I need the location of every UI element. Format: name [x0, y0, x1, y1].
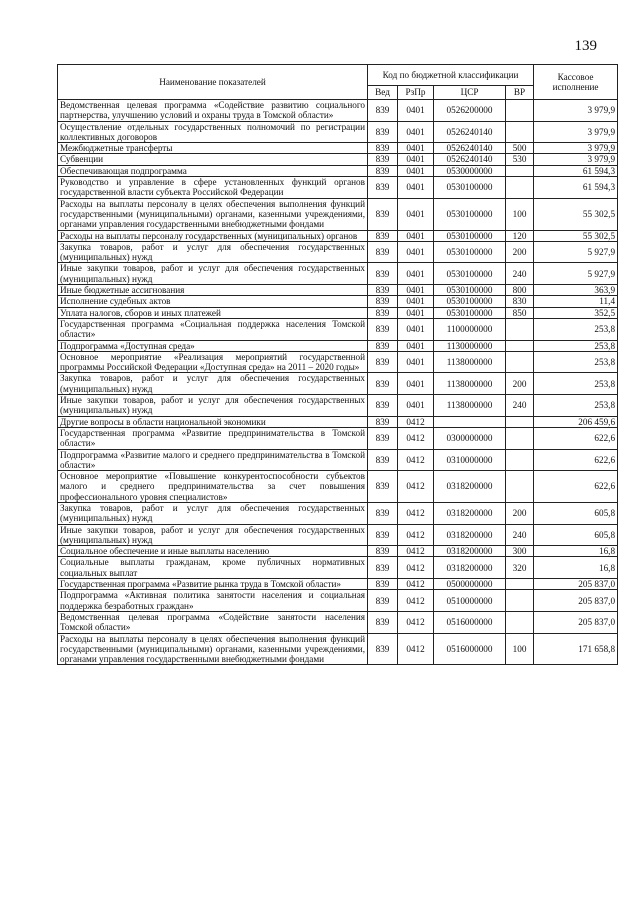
cell-name: Закупка товаров, работ и услуг для обеспечения государственных (муниципальных) нужд — [58, 502, 368, 524]
cell-name: Основное мероприятие «Повышение конкурентоспособности субъектов малого и среднего предпринимательства за счет повышения профессионального уровня специалистов» — [58, 471, 368, 503]
cell-rzpr: 0401 — [398, 285, 434, 296]
cell-rzpr: 0412 — [398, 633, 434, 665]
cell-name: Ведомственная целевая программа «Содействие занятости населения Томской области» — [58, 611, 368, 633]
cell-vr: 320 — [506, 557, 534, 579]
table-row — [58, 230, 618, 241]
cell-rzpr: 0412 — [398, 557, 434, 579]
cell-rzpr: 0401 — [398, 241, 434, 263]
table-row — [58, 579, 618, 590]
header-csr: ЦСР — [434, 86, 506, 100]
cell-csr: 0526240140 — [434, 121, 506, 143]
cell-amount: 61 594,3 — [534, 165, 618, 176]
cell-vr: 120 — [506, 230, 534, 241]
cell-vr — [506, 177, 534, 199]
table-row — [58, 590, 618, 612]
cell-amount: 3 979,9 — [534, 100, 618, 122]
cell-ved: 839 — [368, 471, 398, 503]
cell-ved: 839 — [368, 263, 398, 285]
cell-rzpr: 0412 — [398, 502, 434, 524]
cell-amount: 11,4 — [534, 296, 618, 307]
table-row — [58, 318, 618, 340]
cell-ved: 839 — [368, 165, 398, 176]
cell-amount: 363,9 — [534, 285, 618, 296]
cell-vr — [506, 590, 534, 612]
cell-ved: 839 — [368, 198, 398, 230]
cell-rzpr: 0412 — [398, 471, 434, 503]
cell-vr — [506, 165, 534, 176]
table-row — [58, 241, 618, 263]
cell-rzpr: 0401 — [398, 296, 434, 307]
cell-amount: 253,8 — [534, 340, 618, 351]
cell-rzpr: 0401 — [398, 143, 434, 154]
cell-name: Уплата налогов, сборов и иных платежей — [58, 307, 368, 318]
cell-csr: 1138000000 — [434, 351, 506, 373]
page-number: 139 — [574, 38, 597, 54]
cell-name: Государственная программа «Развитие предпринимательства в Томской области» — [58, 427, 368, 449]
cell-amount: 622,6 — [534, 471, 618, 503]
cell-rzpr: 0401 — [398, 177, 434, 199]
cell-csr: 0318200000 — [434, 557, 506, 579]
table-row — [58, 143, 618, 154]
table-row — [58, 154, 618, 165]
cell-vr — [506, 449, 534, 471]
cell-name: Подпрограмма «Активная политика занятости населения и социальная поддержка безработных граждан» — [58, 590, 368, 612]
cell-amount: 5 927,9 — [534, 263, 618, 285]
cell-rzpr: 0412 — [398, 611, 434, 633]
cell-vr — [506, 121, 534, 143]
cell-name: Обеспечивающая подпрограмма — [58, 165, 368, 176]
cell-rzpr: 0401 — [398, 340, 434, 351]
cell-amount: 253,8 — [534, 395, 618, 417]
cell-csr: 0310000000 — [434, 449, 506, 471]
cell-vr: 850 — [506, 307, 534, 318]
table-row — [58, 165, 618, 176]
cell-rzpr: 0412 — [398, 546, 434, 557]
cell-vr — [506, 318, 534, 340]
header-amount: Кассовое исполнение — [534, 65, 618, 100]
cell-rzpr: 0412 — [398, 427, 434, 449]
cell-rzpr: 0401 — [398, 100, 434, 122]
cell-amount: 16,8 — [534, 557, 618, 579]
cell-ved: 839 — [368, 546, 398, 557]
cell-vr: 300 — [506, 546, 534, 557]
cell-vr: 200 — [506, 241, 534, 263]
cell-vr — [506, 427, 534, 449]
cell-ved: 839 — [368, 611, 398, 633]
cell-rzpr: 0401 — [398, 230, 434, 241]
cell-name: Расходы на выплаты персоналу в целях обеспечения выполнения функций государственными (муниципальными) органами, казенными учреждениями, органами управления государственными внебюджетными фондами — [58, 198, 368, 230]
cell-rzpr: 0412 — [398, 579, 434, 590]
cell-rzpr: 0401 — [398, 395, 434, 417]
cell-csr: 0530100000 — [434, 198, 506, 230]
table-row — [58, 351, 618, 373]
cell-csr: 1130000000 — [434, 340, 506, 351]
table-row — [58, 177, 618, 199]
cell-name: Иные бюджетные ассигнования — [58, 285, 368, 296]
header-name: Наименование показателей — [58, 65, 368, 100]
cell-csr: 1138000000 — [434, 373, 506, 395]
cell-csr: 1138000000 — [434, 395, 506, 417]
cell-rzpr: 0412 — [398, 449, 434, 471]
cell-csr: 0510000000 — [434, 590, 506, 612]
cell-vr — [506, 100, 534, 122]
cell-ved: 839 — [368, 590, 398, 612]
cell-csr: 0530100000 — [434, 307, 506, 318]
cell-csr: 0530100000 — [434, 230, 506, 241]
cell-vr: 800 — [506, 285, 534, 296]
cell-csr: 0530100000 — [434, 285, 506, 296]
cell-ved: 839 — [368, 318, 398, 340]
cell-name: Иные закупки товаров, работ и услуг для обеспечения государственных (муниципальных) нужд — [58, 263, 368, 285]
cell-name: Осуществление отдельных государственных полномочий по регистрации коллективных договоров — [58, 121, 368, 143]
cell-csr: 0526200000 — [434, 100, 506, 122]
table-row — [58, 524, 618, 546]
cell-amount: 253,8 — [534, 318, 618, 340]
header-vr: ВР — [506, 86, 534, 100]
header-rzpr: РзПр — [398, 86, 434, 100]
cell-vr: 100 — [506, 633, 534, 665]
cell-vr: 200 — [506, 373, 534, 395]
cell-name: Социальные выплаты гражданам, кроме публичных нормативных социальных выплат — [58, 557, 368, 579]
cell-amount: 622,6 — [534, 449, 618, 471]
cell-vr: 240 — [506, 395, 534, 417]
cell-csr: 0530100000 — [434, 177, 506, 199]
cell-csr: 0318200000 — [434, 546, 506, 557]
cell-csr: 0318200000 — [434, 502, 506, 524]
cell-vr: 240 — [506, 263, 534, 285]
cell-ved: 839 — [368, 633, 398, 665]
cell-csr: 0500000000 — [434, 579, 506, 590]
cell-ved: 839 — [368, 340, 398, 351]
cell-name: Другие вопросы в области национальной экономики — [58, 416, 368, 427]
table-row — [58, 546, 618, 557]
cell-rzpr: 0401 — [398, 263, 434, 285]
cell-vr: 100 — [506, 198, 534, 230]
cell-ved: 839 — [368, 307, 398, 318]
cell-rzpr: 0401 — [398, 373, 434, 395]
cell-rzpr: 0412 — [398, 590, 434, 612]
cell-name: Иные закупки товаров, работ и услуг для обеспечения государственных (муниципальных) нужд — [58, 524, 368, 546]
cell-csr: 0530100000 — [434, 241, 506, 263]
budget-table — [57, 64, 618, 665]
cell-amount: 55 302,5 — [534, 230, 618, 241]
cell-name: Закупка товаров, работ и услуг для обеспечения государственных (муниципальных) нужд — [58, 373, 368, 395]
cell-amount: 5 927,9 — [534, 241, 618, 263]
cell-name: Исполнение судебных актов — [58, 296, 368, 307]
table-row — [58, 307, 618, 318]
cell-vr — [506, 351, 534, 373]
cell-name: Субвенции — [58, 154, 368, 165]
cell-amount: 253,8 — [534, 373, 618, 395]
cell-ved: 839 — [368, 230, 398, 241]
cell-vr — [506, 611, 534, 633]
cell-name: Расходы на выплаты персоналу в целях обеспечения выполнения функций государственными (муниципальными) органами, казенными учреждениями, органами управления государственными внебюджетными фондами — [58, 633, 368, 665]
cell-name: Руководство и управление в сфере установленных функций органов государственной власти субъекта Российской Федерации — [58, 177, 368, 199]
table-row — [58, 427, 618, 449]
cell-rzpr: 0401 — [398, 307, 434, 318]
cell-ved: 839 — [368, 557, 398, 579]
cell-amount: 55 302,5 — [534, 198, 618, 230]
table-row — [58, 611, 618, 633]
table-row — [58, 373, 618, 395]
cell-amount: 3 979,9 — [534, 121, 618, 143]
cell-amount: 171 658,8 — [534, 633, 618, 665]
cell-amount: 352,5 — [534, 307, 618, 318]
cell-csr: 0516000000 — [434, 611, 506, 633]
cell-vr: 530 — [506, 154, 534, 165]
table-row — [58, 471, 618, 503]
cell-name: Межбюджетные трансферты — [58, 143, 368, 154]
cell-csr: 0530000000 — [434, 165, 506, 176]
cell-rzpr: 0412 — [398, 524, 434, 546]
cell-rzpr: 0401 — [398, 121, 434, 143]
cell-ved: 839 — [368, 427, 398, 449]
cell-ved: 839 — [368, 351, 398, 373]
cell-name: Основное мероприятие «Реализация мероприятий государственной программы Российской Федерации «Доступная среда» на 2011 – 2020 годы» — [58, 351, 368, 373]
table-row — [58, 340, 618, 351]
cell-rzpr: 0401 — [398, 165, 434, 176]
cell-vr — [506, 471, 534, 503]
table-row — [58, 449, 618, 471]
cell-vr: 200 — [506, 502, 534, 524]
cell-name: Закупка товаров, работ и услуг для обеспечения государственных (муниципальных) нужд — [58, 241, 368, 263]
cell-ved: 839 — [368, 121, 398, 143]
cell-amount: 205 837,0 — [534, 590, 618, 612]
cell-csr: 1100000000 — [434, 318, 506, 340]
table-row — [58, 633, 618, 665]
cell-csr: 0526240140 — [434, 143, 506, 154]
cell-vr: 830 — [506, 296, 534, 307]
cell-ved: 839 — [368, 154, 398, 165]
cell-vr — [506, 416, 534, 427]
cell-ved: 839 — [368, 395, 398, 417]
table-row — [58, 121, 618, 143]
cell-name: Подпрограмма «Доступная среда» — [58, 340, 368, 351]
cell-csr: 0318200000 — [434, 524, 506, 546]
cell-amount: 3 979,9 — [534, 143, 618, 154]
cell-ved: 839 — [368, 285, 398, 296]
cell-csr: 0530100000 — [434, 296, 506, 307]
cell-ved: 839 — [368, 524, 398, 546]
cell-ved: 839 — [368, 416, 398, 427]
cell-vr: 240 — [506, 524, 534, 546]
header-code-group: Код по бюджетной классификации — [368, 65, 534, 86]
cell-amount: 605,8 — [534, 502, 618, 524]
table-row — [58, 557, 618, 579]
cell-csr: 0516000000 — [434, 633, 506, 665]
table-row — [58, 100, 618, 122]
cell-name: Ведомственная целевая программа «Содействие развитию социального партнерства, улучшению условий и охраны труда в Томской области» — [58, 100, 368, 122]
cell-ved: 839 — [368, 296, 398, 307]
table-row — [58, 502, 618, 524]
cell-csr — [434, 416, 506, 427]
cell-vr: 500 — [506, 143, 534, 154]
cell-csr: 0526240140 — [434, 154, 506, 165]
table-row — [58, 198, 618, 230]
cell-amount: 605,8 — [534, 524, 618, 546]
cell-amount: 205 837,0 — [534, 579, 618, 590]
cell-csr: 0300000000 — [434, 427, 506, 449]
cell-ved: 839 — [368, 177, 398, 199]
cell-amount: 16,8 — [534, 546, 618, 557]
table-row — [58, 263, 618, 285]
cell-rzpr: 0401 — [398, 198, 434, 230]
table-row — [58, 296, 618, 307]
cell-csr: 0318200000 — [434, 471, 506, 503]
cell-ved: 839 — [368, 100, 398, 122]
cell-ved: 839 — [368, 449, 398, 471]
cell-rzpr: 0401 — [398, 351, 434, 373]
cell-vr — [506, 579, 534, 590]
cell-name: Социальное обеспечение и иные выплаты населению — [58, 546, 368, 557]
cell-vr — [506, 340, 534, 351]
cell-ved: 839 — [368, 143, 398, 154]
cell-amount: 253,8 — [534, 351, 618, 373]
cell-rzpr: 0401 — [398, 154, 434, 165]
header-ved: Вед — [368, 86, 398, 100]
cell-name: Подпрограмма «Развитие малого и среднего предпринимательства в Томской области» — [58, 449, 368, 471]
cell-ved: 839 — [368, 373, 398, 395]
cell-name: Государственная программа «Социальная поддержка населения Томской области» — [58, 318, 368, 340]
cell-amount: 61 594,3 — [534, 177, 618, 199]
cell-ved: 839 — [368, 502, 398, 524]
cell-amount: 206 459,6 — [534, 416, 618, 427]
cell-ved: 839 — [368, 241, 398, 263]
cell-rzpr: 0401 — [398, 318, 434, 340]
cell-amount: 3 979,9 — [534, 154, 618, 165]
cell-name: Расходы на выплаты персоналу государственных (муниципальных) органов — [58, 230, 368, 241]
cell-amount: 205 837,0 — [534, 611, 618, 633]
table-row — [58, 285, 618, 296]
cell-name: Иные закупки товаров, работ и услуг для обеспечения государственных (муниципальных) нужд — [58, 395, 368, 417]
cell-rzpr: 0412 — [398, 416, 434, 427]
cell-name: Государственная программа «Развитие рынка труда в Томской области» — [58, 579, 368, 590]
cell-csr: 0530100000 — [434, 263, 506, 285]
table-row — [58, 395, 618, 417]
cell-ved: 839 — [368, 579, 398, 590]
cell-amount: 622,6 — [534, 427, 618, 449]
table-row — [58, 416, 618, 427]
